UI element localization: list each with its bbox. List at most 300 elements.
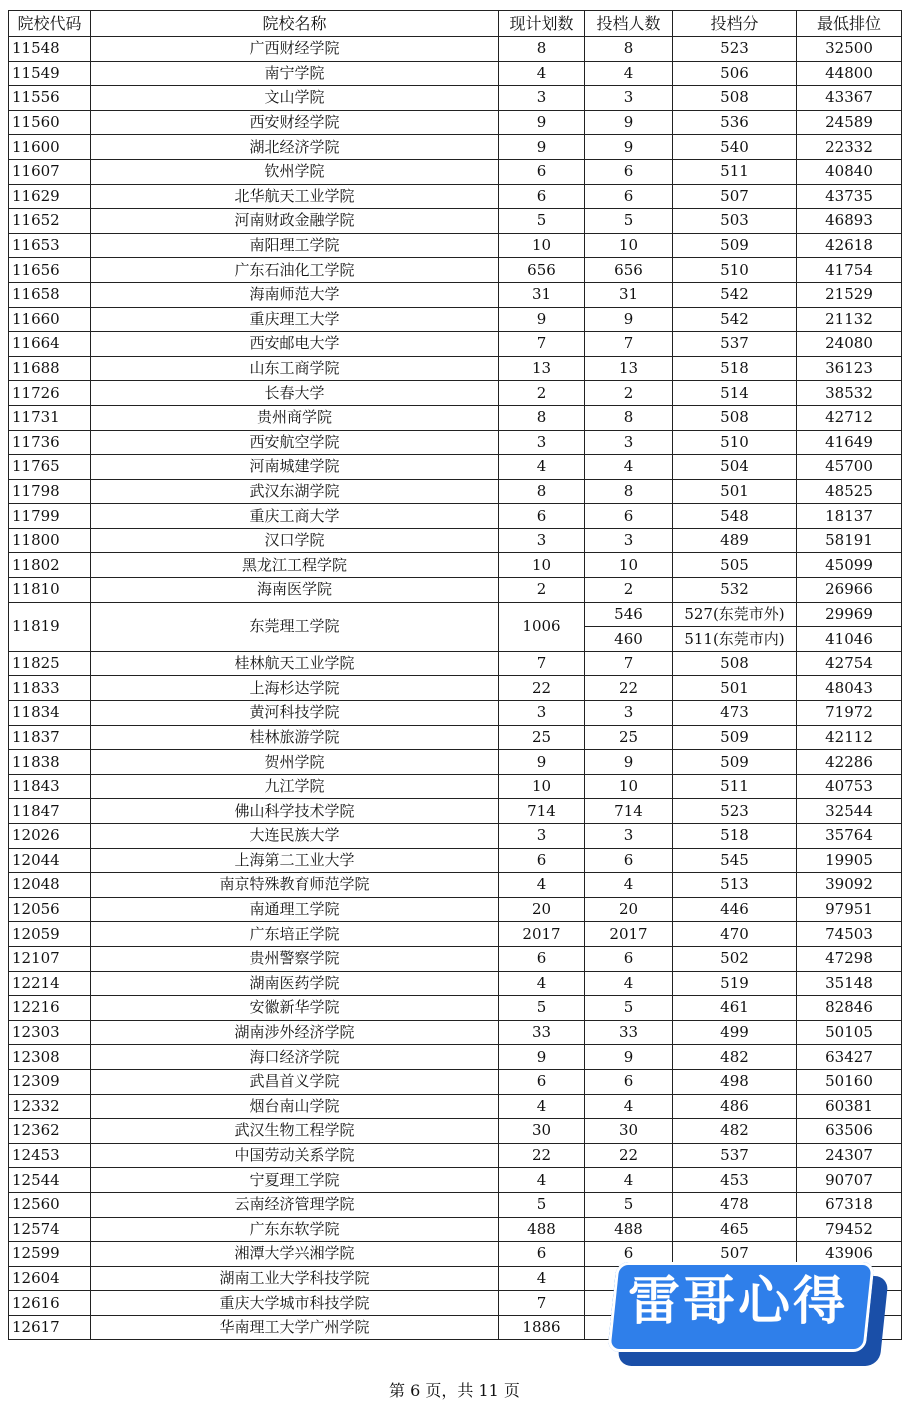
- cell-plan: 6: [499, 184, 585, 209]
- table-row: [9, 873, 902, 898]
- table-body: [9, 37, 902, 1340]
- cell-score: 503: [673, 209, 797, 234]
- cell-admitted: 9: [585, 750, 673, 775]
- cell-admitted: 2: [585, 381, 673, 406]
- cell-rank: 43367: [797, 86, 902, 111]
- table-row: [9, 799, 902, 824]
- cell-rank: 19905: [797, 848, 902, 873]
- table-row: [9, 1094, 902, 1119]
- cell-name: 海口经济学院: [91, 1045, 499, 1070]
- cell-name: 九江学院: [91, 774, 499, 799]
- table-row: [9, 971, 902, 996]
- cell-rank: 79452: [797, 1217, 902, 1242]
- table-row: [9, 282, 902, 307]
- cell-score: 518: [673, 356, 797, 381]
- cell-name: 河南城建学院: [91, 455, 499, 480]
- cell-name: 大连民族大学: [91, 824, 499, 849]
- cell-code: 12362: [9, 1119, 91, 1144]
- cell-rank: 43906: [797, 1242, 902, 1267]
- table-row: [9, 135, 902, 160]
- cell-plan: 6: [499, 504, 585, 529]
- table-row: [9, 1192, 902, 1217]
- cell-rank: 38532: [797, 381, 902, 406]
- cell-code: 12544: [9, 1168, 91, 1193]
- cell-name: 海南师范大学: [91, 282, 499, 307]
- cell-code: 12309: [9, 1069, 91, 1094]
- table-row: [9, 159, 902, 184]
- cell-code: 11560: [9, 110, 91, 135]
- cell-rank: 39092: [797, 873, 902, 898]
- table-row: [9, 553, 902, 578]
- cell-score: 542: [673, 282, 797, 307]
- cell-plan: 30: [499, 1119, 585, 1144]
- cell-name: 武昌首义学院: [91, 1069, 499, 1094]
- cell-plan: 25: [499, 725, 585, 750]
- cell-name: 贵州商学院: [91, 405, 499, 430]
- cell-admitted: 546: [585, 602, 673, 627]
- cell-plan: 22: [499, 676, 585, 701]
- table-row: [9, 1045, 902, 1070]
- cell-code: 11653: [9, 233, 91, 258]
- table-row: [9, 233, 902, 258]
- cell-code: 12026: [9, 824, 91, 849]
- cell-code: 12560: [9, 1192, 91, 1217]
- cell-admitted: 8: [585, 37, 673, 62]
- cell-code: 11688: [9, 356, 91, 381]
- cell-name: 广东石油化工学院: [91, 258, 499, 283]
- cell-code: 11652: [9, 209, 91, 234]
- cell-admitted: 460: [585, 627, 673, 652]
- cell-code: 11800: [9, 528, 91, 553]
- cell-rank: 35148: [797, 971, 902, 996]
- cell-rank: 50160: [797, 1069, 902, 1094]
- cell-code: 11802: [9, 553, 91, 578]
- table-row: [9, 774, 902, 799]
- cell-name: 汉口学院: [91, 528, 499, 553]
- cell-plan: 5: [499, 1192, 585, 1217]
- cell-rank: 24307: [797, 1143, 902, 1168]
- cell-admitted: 6: [585, 848, 673, 873]
- cell-rank: 67318: [797, 1192, 902, 1217]
- cell-admitted: 6: [585, 946, 673, 971]
- cell-name: 南京特殊教育师范学院: [91, 873, 499, 898]
- cell-name: 湘潭大学兴湘学院: [91, 1242, 499, 1267]
- cell-code: 11819: [9, 602, 91, 651]
- cell-admitted: 31: [585, 282, 673, 307]
- cell-name: 烟台南山学院: [91, 1094, 499, 1119]
- cell-name: 湖南涉外经济学院: [91, 1020, 499, 1045]
- cell-admitted: 4: [585, 1094, 673, 1119]
- cell-name: 湖南医药学院: [91, 971, 499, 996]
- cell-plan: 4: [499, 455, 585, 480]
- cell-code: 11825: [9, 651, 91, 676]
- table-row: [9, 1168, 902, 1193]
- cell-admitted: 5: [585, 209, 673, 234]
- cell-rank: 40753: [797, 774, 902, 799]
- cell-code: 12214: [9, 971, 91, 996]
- cell-name: 西安航空学院: [91, 430, 499, 455]
- cell-rank: 46893: [797, 209, 902, 234]
- cell-rank: 45700: [797, 455, 902, 480]
- cell-code: 12617: [9, 1315, 91, 1340]
- cell-code: 11736: [9, 430, 91, 455]
- cell-rank: 42286: [797, 750, 902, 775]
- cell-rank: 45099: [797, 553, 902, 578]
- table-row: [9, 405, 902, 430]
- cell-code: 11810: [9, 578, 91, 603]
- cell-score: 461: [673, 996, 797, 1021]
- cell-score: 537: [673, 1143, 797, 1168]
- header-code: 院校代码: [9, 11, 91, 37]
- cell-code: 11798: [9, 479, 91, 504]
- table-row: [9, 848, 902, 873]
- cell-admitted: 2017: [585, 922, 673, 947]
- table-row: [9, 504, 902, 529]
- cell-score: 507: [673, 184, 797, 209]
- cell-admitted: 9: [585, 110, 673, 135]
- cell-plan: 714: [499, 799, 585, 824]
- cell-admitted: 4: [585, 971, 673, 996]
- cell-rank: 60381: [797, 1094, 902, 1119]
- cell-score: 504: [673, 455, 797, 480]
- cell-name: 南通理工学院: [91, 897, 499, 922]
- cell-name: 上海杉达学院: [91, 676, 499, 701]
- cell-plan: 4: [499, 1168, 585, 1193]
- cell-plan: 3: [499, 86, 585, 111]
- cell-name: 南宁学院: [91, 61, 499, 86]
- cell-plan: 22: [499, 1143, 585, 1168]
- cell-score: 508: [673, 651, 797, 676]
- cell-admitted: 3: [585, 86, 673, 111]
- cell-plan: 10: [499, 774, 585, 799]
- cell-admitted: 9: [585, 307, 673, 332]
- cell-plan: 6: [499, 159, 585, 184]
- cell-score: 511: [673, 774, 797, 799]
- cell-score: 527(东莞市外): [673, 602, 797, 627]
- cell-score: 482: [673, 1045, 797, 1070]
- cell-admitted: 5: [585, 996, 673, 1021]
- table-row: [9, 578, 902, 603]
- page-footer: 第 6 页，共 11 页: [389, 1381, 520, 1400]
- cell-score: 523: [673, 799, 797, 824]
- cell-code: 11607: [9, 159, 91, 184]
- cell-admitted: 714: [585, 799, 673, 824]
- cell-code: 11660: [9, 307, 91, 332]
- cell-name: 黑龙江工程学院: [91, 553, 499, 578]
- cell-score: 508: [673, 86, 797, 111]
- cell-name: 广西财经学院: [91, 37, 499, 62]
- cell-name: 南阳理工学院: [91, 233, 499, 258]
- cell-rank: 32544: [797, 799, 902, 824]
- cell-code: 12056: [9, 897, 91, 922]
- table-row: [9, 725, 902, 750]
- table-row: [9, 701, 902, 726]
- cell-code: 11847: [9, 799, 91, 824]
- header-admitted: 投档人数: [585, 11, 673, 37]
- cell-admitted: 25: [585, 725, 673, 750]
- table-row: [9, 1069, 902, 1094]
- cell-code: 11765: [9, 455, 91, 480]
- cell-score: 465: [673, 1217, 797, 1242]
- cell-admitted: 10: [585, 553, 673, 578]
- cell-score: 540: [673, 135, 797, 160]
- cell-admitted: 10: [585, 233, 673, 258]
- table-row: [9, 1119, 902, 1144]
- cell-plan: 20: [499, 897, 585, 922]
- cell-score: 514: [673, 381, 797, 406]
- cell-plan: 4: [499, 1094, 585, 1119]
- cell-code: 11726: [9, 381, 91, 406]
- admission-score-table: [8, 10, 902, 1340]
- table-row: [9, 824, 902, 849]
- cell-rank: 21529: [797, 282, 902, 307]
- cell-score: 509: [673, 750, 797, 775]
- cell-code: 12616: [9, 1291, 91, 1316]
- cell-name: 河南财政金融学院: [91, 209, 499, 234]
- cell-plan: 3: [499, 430, 585, 455]
- table-row: [9, 86, 902, 111]
- cell-name: 西安邮电大学: [91, 332, 499, 357]
- cell-plan: 2: [499, 578, 585, 603]
- cell-plan: 31: [499, 282, 585, 307]
- table-row: [9, 750, 902, 775]
- cell-admitted: 3: [585, 528, 673, 553]
- cell-plan: 10: [499, 233, 585, 258]
- table-row: [9, 37, 902, 62]
- cell-name: 上海第二工业大学: [91, 848, 499, 873]
- cell-rank: 48043: [797, 676, 902, 701]
- cell-name: 长春大学: [91, 381, 499, 406]
- cell-rank: 41754: [797, 258, 902, 283]
- cell-code: 11600: [9, 135, 91, 160]
- cell-rank: 18137: [797, 504, 902, 529]
- cell-score: 523: [673, 37, 797, 62]
- cell-rank: 22332: [797, 135, 902, 160]
- cell-score: 509: [673, 233, 797, 258]
- cell-score: 511(东莞市内): [673, 627, 797, 652]
- cell-plan: 9: [499, 750, 585, 775]
- cell-score: 505: [673, 553, 797, 578]
- cell-name: 西安财经学院: [91, 110, 499, 135]
- cell-rank: 41649: [797, 430, 902, 455]
- cell-admitted: 8: [585, 405, 673, 430]
- cell-score: 532: [673, 578, 797, 603]
- cell-code: 12059: [9, 922, 91, 947]
- cell-plan: 9: [499, 1045, 585, 1070]
- cell-admitted: 4: [585, 61, 673, 86]
- cell-code: 11731: [9, 405, 91, 430]
- cell-code: 12599: [9, 1242, 91, 1267]
- cell-admitted: 9: [585, 1045, 673, 1070]
- cell-code: 11664: [9, 332, 91, 357]
- cell-score: 473: [673, 701, 797, 726]
- cell-name: 钦州学院: [91, 159, 499, 184]
- cell-plan: 8: [499, 405, 585, 430]
- cell-plan: 7: [499, 332, 585, 357]
- watermark-text: 雷哥心得: [628, 1272, 849, 1332]
- cell-score: 482: [673, 1119, 797, 1144]
- cell-plan: 13: [499, 356, 585, 381]
- cell-rank: 35764: [797, 824, 902, 849]
- cell-score: 510: [673, 258, 797, 283]
- cell-score: 486: [673, 1094, 797, 1119]
- cell-admitted: 20: [585, 897, 673, 922]
- cell-score: 545: [673, 848, 797, 873]
- cell-code: 12216: [9, 996, 91, 1021]
- cell-score: 536: [673, 110, 797, 135]
- cell-admitted: 7: [585, 651, 673, 676]
- cell-admitted: 4: [585, 873, 673, 898]
- cell-plan: 4: [499, 873, 585, 898]
- cell-code: 11838: [9, 750, 91, 775]
- table-row: [9, 1143, 902, 1168]
- cell-code: 11834: [9, 701, 91, 726]
- table-row: [9, 479, 902, 504]
- cell-rank: 26966: [797, 578, 902, 603]
- table-row: [9, 897, 902, 922]
- cell-name: 北华航天工业学院: [91, 184, 499, 209]
- cell-admitted: 9: [585, 135, 673, 160]
- cell-name: 山东工商学院: [91, 356, 499, 381]
- cell-score: 470: [673, 922, 797, 947]
- watermark-logo: [612, 1262, 884, 1366]
- cell-admitted: 4: [585, 1168, 673, 1193]
- cell-plan: 8: [499, 479, 585, 504]
- header-rank: 最低排位: [797, 11, 902, 37]
- cell-score: 518: [673, 824, 797, 849]
- cell-plan: 33: [499, 1020, 585, 1045]
- cell-score: 548: [673, 504, 797, 529]
- cell-score: 509: [673, 725, 797, 750]
- cell-rank: 90707: [797, 1168, 902, 1193]
- cell-rank: 44800: [797, 61, 902, 86]
- cell-code: 11833: [9, 676, 91, 701]
- table-row: [9, 676, 902, 701]
- cell-admitted: 22: [585, 676, 673, 701]
- table-row: [9, 61, 902, 86]
- cell-rank: 40840: [797, 159, 902, 184]
- cell-name: 武汉生物工程学院: [91, 1119, 499, 1144]
- table-row: [9, 209, 902, 234]
- table-row: [9, 922, 902, 947]
- cell-name: 广东培正学院: [91, 922, 499, 947]
- table-row: [9, 356, 902, 381]
- cell-admitted: 8: [585, 479, 673, 504]
- table-row: [9, 455, 902, 480]
- cell-rank: 58191: [797, 528, 902, 553]
- cell-admitted: 656: [585, 258, 673, 283]
- cell-plan: 4: [499, 1266, 585, 1291]
- cell-code: 11548: [9, 37, 91, 62]
- cell-rank: 48525: [797, 479, 902, 504]
- table-row: [9, 110, 902, 135]
- table-row: [9, 381, 902, 406]
- cell-code: 12303: [9, 1020, 91, 1045]
- cell-admitted: 10: [585, 774, 673, 799]
- cell-score: 498: [673, 1069, 797, 1094]
- cell-score: 506: [673, 61, 797, 86]
- cell-name: 云南经济管理学院: [91, 1192, 499, 1217]
- cell-name: 佛山科学技术学院: [91, 799, 499, 824]
- cell-code: 12332: [9, 1094, 91, 1119]
- cell-score: 507: [673, 1242, 797, 1267]
- cell-plan: 1006: [499, 602, 585, 651]
- cell-code: 11658: [9, 282, 91, 307]
- table-row: [9, 946, 902, 971]
- cell-code: 11656: [9, 258, 91, 283]
- cell-plan: 10: [499, 553, 585, 578]
- cell-plan: 1886: [499, 1315, 585, 1340]
- cell-code: 12604: [9, 1266, 91, 1291]
- table-row: [9, 1217, 902, 1242]
- table-row: [9, 258, 902, 283]
- cell-name: 武汉东湖学院: [91, 479, 499, 504]
- cell-rank: 41046: [797, 627, 902, 652]
- cell-plan: 6: [499, 946, 585, 971]
- cell-code: 12048: [9, 873, 91, 898]
- cell-plan: 6: [499, 1242, 585, 1267]
- cell-plan: 7: [499, 651, 585, 676]
- cell-name: 宁夏理工学院: [91, 1168, 499, 1193]
- cell-score: 502: [673, 946, 797, 971]
- table-row: [9, 184, 902, 209]
- cell-name: 贺州学院: [91, 750, 499, 775]
- cell-admitted: 4: [585, 455, 673, 480]
- cell-rank: 42754: [797, 651, 902, 676]
- cell-name: 广东东软学院: [91, 1217, 499, 1242]
- cell-name: 湖北经济学院: [91, 135, 499, 160]
- cell-admitted: 3: [585, 824, 673, 849]
- cell-plan: 4: [499, 61, 585, 86]
- cell-plan: 656: [499, 258, 585, 283]
- cell-admitted: 6: [585, 1069, 673, 1094]
- cell-admitted: 7: [585, 332, 673, 357]
- cell-code: 12574: [9, 1217, 91, 1242]
- table-row: [9, 528, 902, 553]
- table-header-row: [9, 11, 902, 37]
- cell-name: 安徽新华学院: [91, 996, 499, 1021]
- cell-plan: 2017: [499, 922, 585, 947]
- cell-plan: 9: [499, 307, 585, 332]
- header-score: 投档分: [673, 11, 797, 37]
- cell-admitted: 2: [585, 578, 673, 603]
- cell-plan: 6: [499, 1069, 585, 1094]
- cell-rank: 24589: [797, 110, 902, 135]
- cell-score: 519: [673, 971, 797, 996]
- cell-name: 桂林旅游学院: [91, 725, 499, 750]
- cell-score: 508: [673, 405, 797, 430]
- cell-plan: 7: [499, 1291, 585, 1316]
- table-row: [9, 307, 902, 332]
- cell-rank: 36123: [797, 356, 902, 381]
- cell-code: 11549: [9, 61, 91, 86]
- cell-score: 510: [673, 430, 797, 455]
- cell-name: 东莞理工学院: [91, 602, 499, 651]
- cell-score: 499: [673, 1020, 797, 1045]
- cell-name: 重庆工商大学: [91, 504, 499, 529]
- cell-code: 12453: [9, 1143, 91, 1168]
- cell-plan: 4: [499, 971, 585, 996]
- table-row: [9, 651, 902, 676]
- cell-code: 11843: [9, 774, 91, 799]
- cell-name: 文山学院: [91, 86, 499, 111]
- cell-rank: 71972: [797, 701, 902, 726]
- cell-rank: 42712: [797, 405, 902, 430]
- cell-plan: 3: [499, 824, 585, 849]
- cell-admitted: 30: [585, 1119, 673, 1144]
- cell-code: 11799: [9, 504, 91, 529]
- cell-score: 489: [673, 528, 797, 553]
